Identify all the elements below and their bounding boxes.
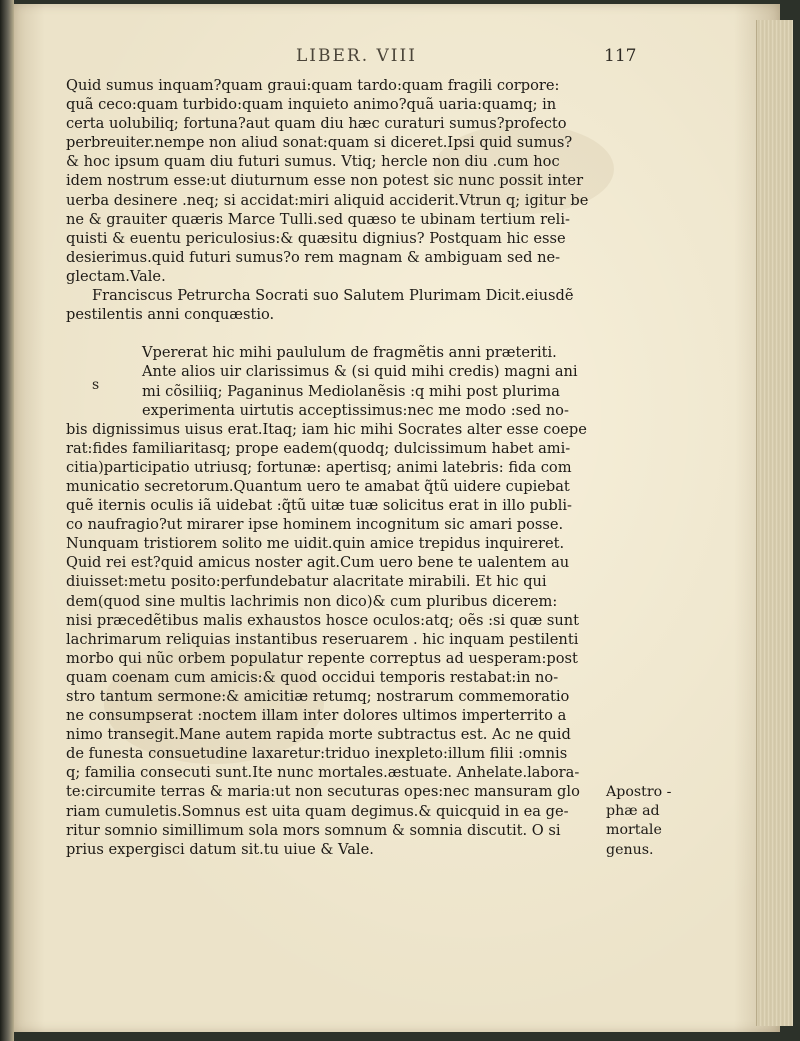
text-line: lachrimarum reliquias instantibus reseruarem . hic inquam pestilenti: [66, 630, 579, 648]
text-line: glectam.Vale.: [66, 267, 166, 285]
text-line: bis dignissimus uisus erat.Itaq; iam hic mihi Socrates alter esse coepe: [66, 420, 587, 438]
marginal-note-line: phæ ad: [606, 803, 660, 820]
text-line: uerba desinere .neq; si accidat:miri aliquid acciderit.Vtrun q; igitur be: [66, 191, 589, 209]
text-line: desierimus.quid futuri sumus?o rem magnam & ambiguam sed ne‑: [66, 248, 561, 266]
marginal-note-line: Apostro ‑: [606, 784, 672, 800]
text-line: co naufragio?ut mirarer ipse hominem incognitum sic amari posse.: [66, 516, 564, 534]
text-line: te:circumite terras & maria:ut non secuturas opes:nec mansuram glo: [66, 783, 580, 801]
text-line: ritur somnio simillimum sola mors somnum & somnia discutit. O si: [66, 821, 561, 839]
text-line: quẽ iternis oculis iã uidebat :q̃tũ uitæ tuæ solicitus erat in illo publi‑: [66, 497, 572, 515]
book-page: [14, 4, 780, 1032]
text-line: certa uolubiliq; fortuna?aut quam diu hæc curaturi sumus?profecto: [66, 115, 567, 133]
text-line: morbo qui nũc orbem populatur repente correptus ad uesperam:post: [66, 649, 578, 667]
text-line: Nunquam tristiorem solito me uidit.quin amice trepidus inquireret.: [66, 535, 565, 553]
running-header: [14, 46, 780, 68]
text-line: riam cumuletis.Somnus est uita quam degimus.& quicquid in ea ge‑: [66, 802, 569, 820]
text-line: ne consumpserat :noctem illam inter dolores ultimos imperterrito a: [66, 707, 567, 725]
page-fore-edge: [756, 20, 793, 1026]
text-line: pestilentis anni conquæstio.: [66, 306, 275, 324]
text-line: nimo transegit.Mane autem rapida morte subtractus est. Ac ne quid: [66, 726, 571, 744]
text-line: de funesta consuetudine laxaretur:triduo inexpleto:illum filii :omnis: [66, 745, 568, 763]
text-line: municatio secretorum.Quantum uero te amabat q̃tũ uidere cupiebat: [66, 477, 570, 495]
text-line: stro tantum sermone:& amicitiæ retumq; nostrarum commemoratio: [66, 688, 570, 705]
text-line: Quid rei est?quid amicus noster agit.Cum uero bene te ualentem au: [66, 554, 570, 572]
text-line: quã ceco:quam turbido:quam inquieto animo?quã uaria:quamq; in: [66, 96, 557, 114]
text-line: nisi præcedẽtibus malis exhaustos hosce oculos:atq; oẽs :si quæ sunt: [66, 611, 580, 629]
marginal-note-line: genus.: [606, 841, 654, 858]
blank-line: [66, 324, 606, 343]
text-line: prius expergisci datum sit.tu uiue & Vale.: [66, 840, 374, 858]
text-line: citia)participatio utriusq; fortunæ: apertisq; animi latebris: fida com: [66, 458, 572, 476]
text-line: dem(quod sine multis lachrimis non dico)& cum pluribus dicerem:: [66, 592, 558, 610]
text-line: Ante alios uir clarissimus & (si quid mihi credis) magni ani: [142, 363, 578, 381]
text-line: quam coenam cum amicis:& quod occidui temporis restabat:in no‑: [66, 668, 559, 686]
text-line: rat:fides familiaritasq; prope eadem(quodq; dulcissimum habet ami‑: [66, 439, 571, 457]
text-line: mi cõsiliiq; Paganinus Mediolanẽsis :q mihi post plurima: [142, 382, 560, 400]
main-text-block: [66, 76, 606, 859]
signature-mark: s: [92, 377, 100, 393]
book-binding-edge: [0, 0, 14, 1041]
text-line: Vpererat hic mihi paululum de fragmẽtis anni præteriti.: [142, 344, 557, 362]
marginal-note-line: mortale: [606, 822, 662, 839]
text-line: quisti & euentu periculosius:& quæsitu dignius? Postquam hic esse: [66, 229, 566, 247]
marginal-note: [606, 783, 676, 860]
text-line: idem nostrum esse:ut diuturnum esse non potest sic nunc possit inter: [66, 172, 584, 190]
text-line: Franciscus Petrurcha Socrati suo Salutem Plurimam Dicit.eiusdẽ: [92, 287, 574, 305]
text-line: Quid sumus inquam?quam graui:quam tardo:quam fragili corpore:: [66, 77, 560, 94]
text-line: diuisset:metu posito:perfundebatur alacritate mirabili. Et hic qui: [66, 573, 547, 591]
text-line: perbreuiter.nempe non aliud sonat:quam si diceret.Ipsi quid sumus?: [66, 134, 573, 152]
text-line: q; familia consecuti sunt.Ite nunc mortales.æstuate. Anhelate.labora‑: [66, 764, 580, 782]
book-section-title: LIBER. VIII: [296, 46, 417, 66]
folio-number: 117: [604, 46, 637, 66]
text-line: ne & grauiter quæris Marce Tulli.sed quæso te ubinam tertium reli‑: [66, 210, 570, 228]
text-line: experimenta uirtutis acceptissimus:nec me modo :sed no‑: [142, 401, 569, 419]
text-line: & hoc ipsum quam diu futuri sumus. Vtiq; hercle non diu .cum hoc: [66, 153, 560, 171]
